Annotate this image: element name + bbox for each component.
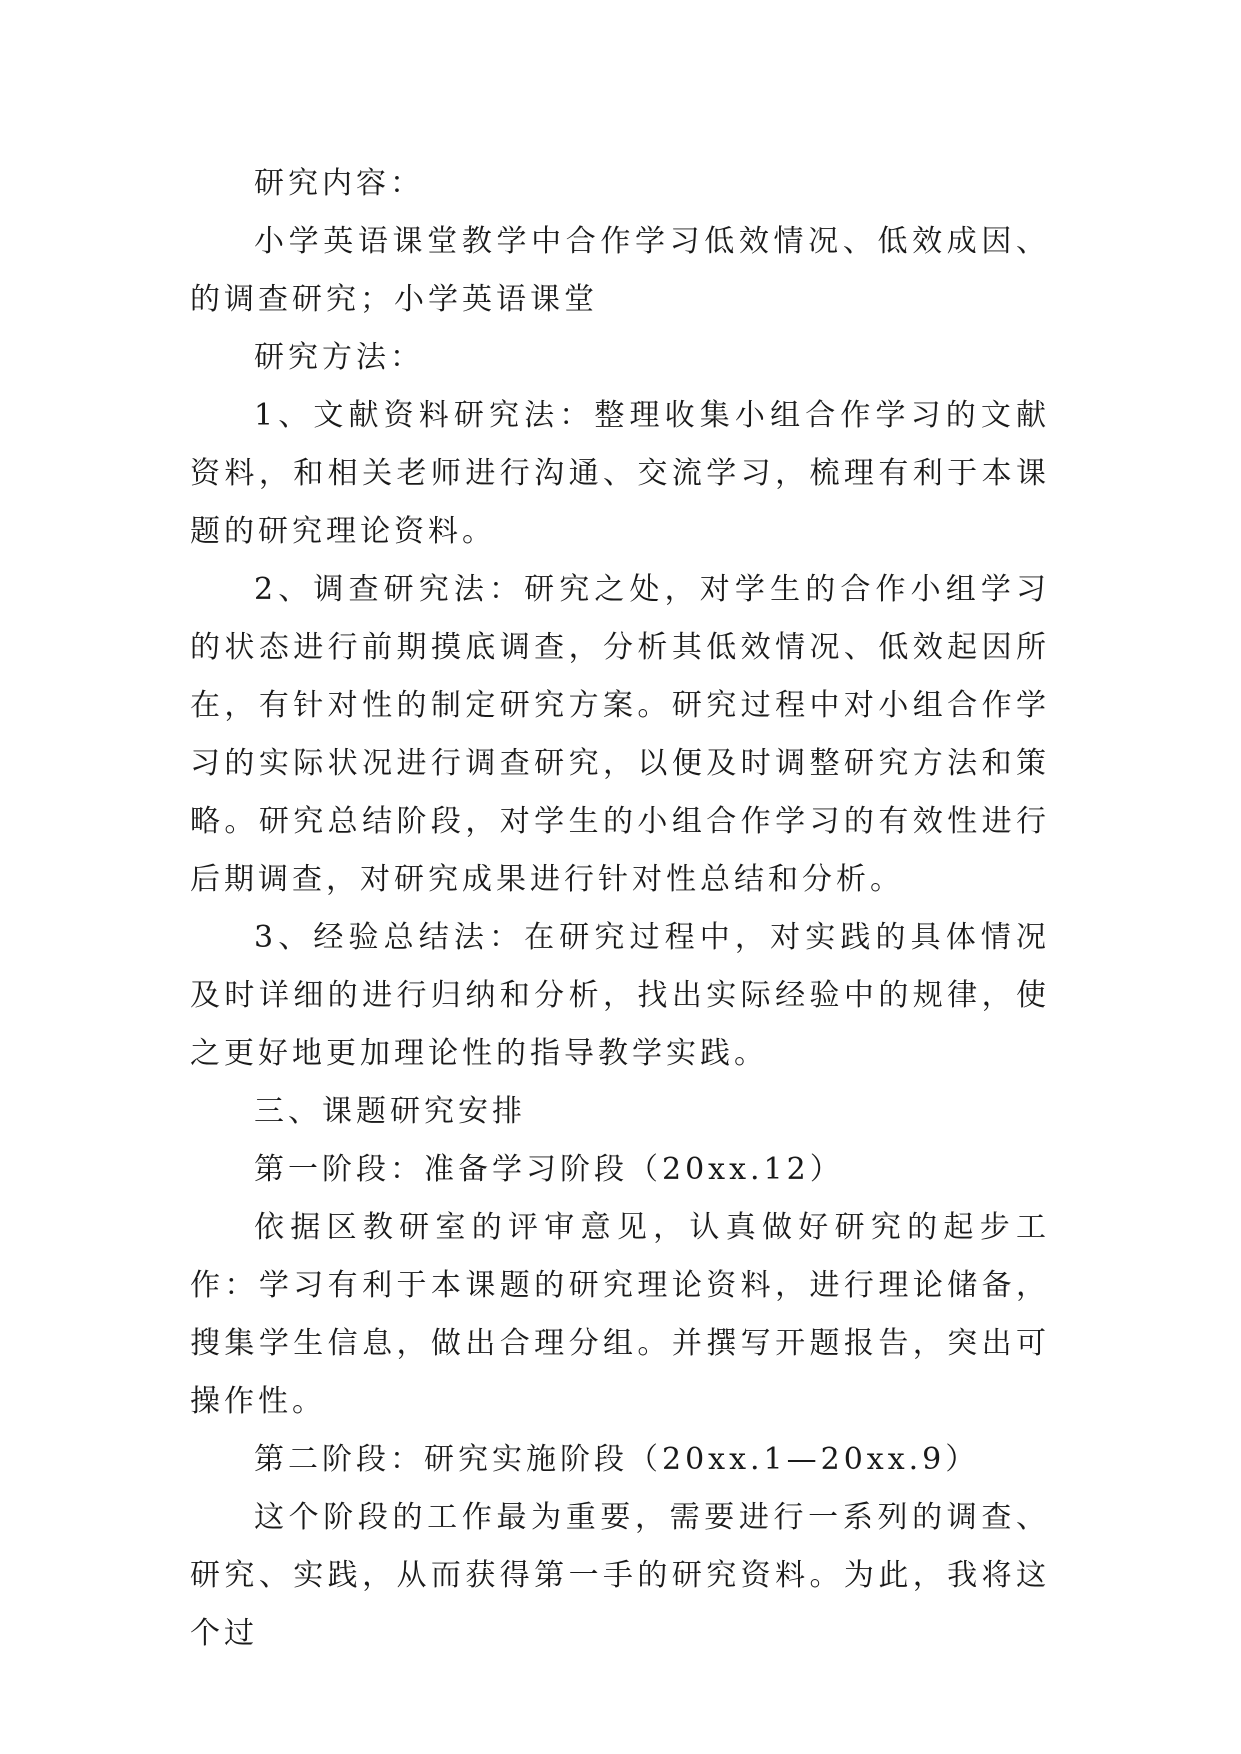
- paragraph-experience-method: 3、经验总结法：在研究过程中，对实践的具体情况及时详细的进行归纳和分析，找出实际经验中的规律，使之更好地更加理论性的指导教学实践。: [190, 920, 1050, 1071]
- paragraph-schedule-heading: 三、课题研究安排: [254, 1094, 526, 1129]
- paragraph-literature-method: 1、文献资料研究法：整理收集小组合作学习的文献资料，和相关老师进行沟通、交流学习，梳理有利于本课题的研究理论资料。: [190, 398, 1050, 549]
- paragraph-research-method-heading: 研究方法：: [254, 340, 424, 375]
- paragraph-survey-method: 2、调查研究法：研究之处，对学生的合作小组学习的状态进行前期摸底调查，分析其低效情况、低效起因所在，有针对性的制定研究方案。研究过程中对小组合作学习的实际状况进行调查研究，以便及时调整研究方法和策略。研究总结阶段，对学生的小组合作学习的有效性进行后期调查，对研究成果进行针对性总结和分析。: [190, 572, 1050, 897]
- document-page: [190, 155, 1050, 1663]
- paragraph-stage-one-heading: 第一阶段：准备学习阶段（20xx.12）: [254, 1152, 844, 1187]
- paragraph-research-content-heading: 研究内容：: [254, 166, 424, 201]
- paragraph-research-content: 小学英语课堂教学中合作学习低效情况、低效成因、的调查研究；小学英语课堂: [190, 224, 1050, 317]
- paragraph-stage-one-content: 依据区教研室的评审意见，认真做好研究的起步工作：学习有利于本课题的研究理论资料，进行理论储备，搜集学生信息，做出合理分组。并撰写开题报告，突出可操作性。: [190, 1210, 1050, 1419]
- paragraph-stage-two-heading: 第二阶段：研究实施阶段（20xx.1—20xx.9）: [254, 1442, 980, 1477]
- paragraph-stage-two-content: 这个阶段的工作最为重要，需要进行一系列的调查、研究、实践，从而获得第一手的研究资料。为此，我将这个过: [190, 1500, 1050, 1651]
